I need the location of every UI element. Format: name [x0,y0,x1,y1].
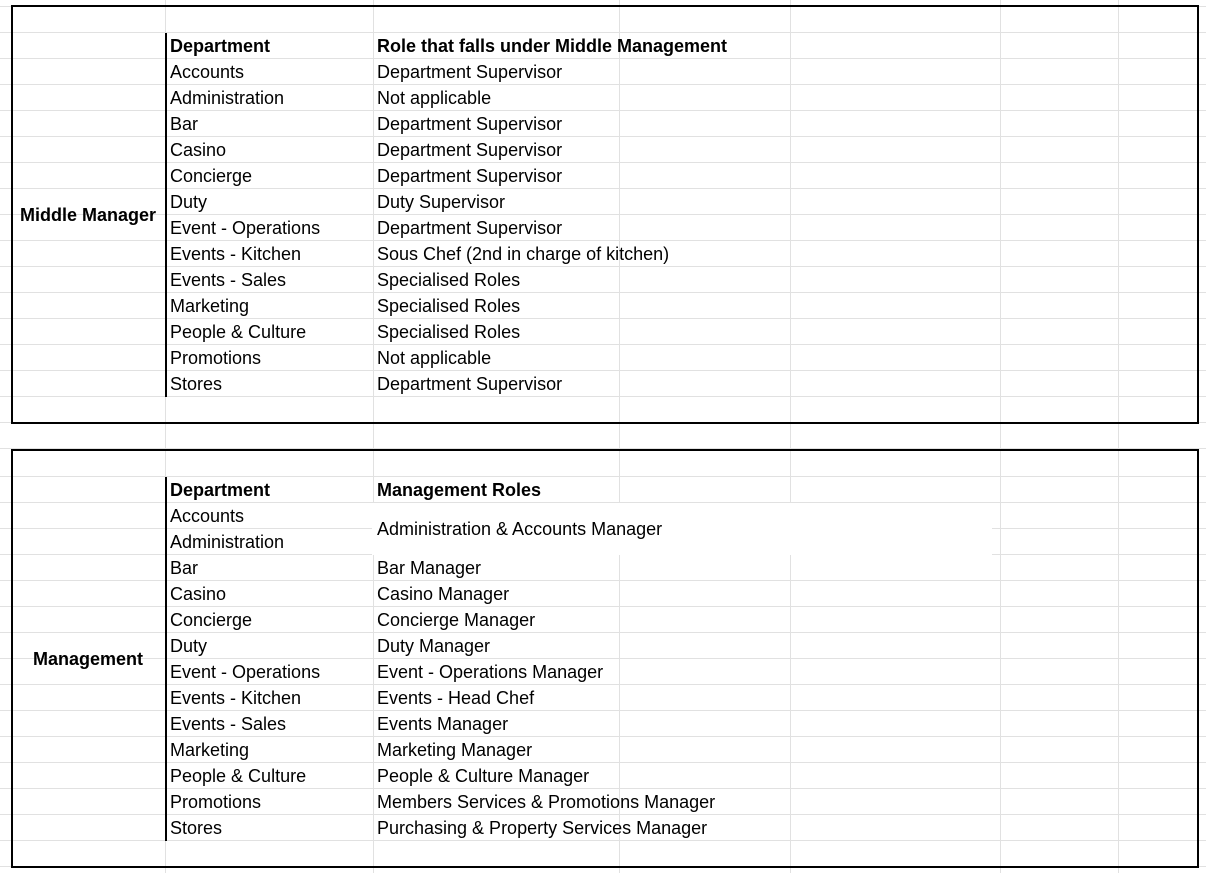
role-cell: Department Supervisor [377,218,563,238]
role-cell: Members Services & Promotions Manager [377,792,716,812]
table-row [165,137,1199,163]
role-cell: Events - Head Chef [377,688,535,708]
department-cell: Promotions [170,348,262,368]
role-cell: Specialised Roles [377,322,521,342]
role-cell: Department Supervisor [377,62,563,82]
table-row [165,85,1199,111]
table-row [165,555,1199,581]
department-header: Department [170,36,271,56]
role-cell: Event - Operations Manager [377,662,604,682]
role-cell: Marketing Manager [377,740,533,760]
department-cell: Stores [170,374,223,394]
table-row [165,293,1199,319]
department-cell: Casino [170,584,227,604]
department-cell: Marketing [170,740,250,760]
role-cell: Sous Chef (2nd in charge of kitchen) [377,244,670,264]
department-cell: People & Culture [170,322,307,342]
department-cell: Promotions [170,792,262,812]
management-table [165,477,1199,841]
table-row [165,789,1199,815]
table-row [165,241,1199,267]
role-cell: Specialised Roles [377,296,521,316]
table-row [165,371,1199,397]
department-cell: Accounts [170,62,245,82]
role-cell: Department Supervisor [377,140,563,160]
department-cell: Marketing [170,296,250,316]
department-cell: Administration [170,532,285,552]
table-row [165,633,1199,659]
merged-role-cell: Administration & Accounts Manager [377,503,668,555]
table-row [165,215,1199,241]
table-row [165,711,1199,737]
role-cell: Department Supervisor [377,114,563,134]
department-cell: Stores [170,818,223,838]
role-cell: Bar Manager [377,558,482,578]
role-cell: Not applicable [377,348,492,368]
role-cell: Concierge Manager [377,610,536,630]
table-row [165,345,1199,371]
role-cell: Duty Supervisor [377,192,506,212]
role-cell: Casino Manager [377,584,510,604]
table-header-row [165,33,1199,59]
table-row [165,581,1199,607]
role-cell: Events Manager [377,714,509,734]
role-cell: Purchasing & Property Services Manager [377,818,708,838]
table-row [165,815,1199,841]
role-cell: Department Supervisor [377,166,563,186]
department-cell: Bar [170,558,199,578]
table-row [165,659,1199,685]
table-row [165,267,1199,293]
department-cell: Bar [170,114,199,134]
department-cell: Event - Operations [170,218,321,238]
role-cell: Department Supervisor [377,374,563,394]
management-label: Management [32,649,144,669]
department-cell: People & Culture [170,766,307,786]
department-cell: Events - Sales [170,270,287,290]
table-row [165,503,1199,529]
role-cell: People & Culture Manager [377,766,590,786]
role-cell: Not applicable [377,88,492,108]
table-row [165,685,1199,711]
department-cell: Casino [170,140,227,160]
table-row [165,59,1199,85]
role-cell: Duty Manager [377,636,491,656]
department-cell: Accounts [170,506,245,526]
table-row [165,189,1199,215]
department-cell: Concierge [170,166,253,186]
department-cell: Concierge [170,610,253,630]
department-cell: Duty [170,636,208,656]
role-header: Role that falls under Middle Management [377,36,728,56]
table-row [165,319,1199,345]
table-row [165,607,1199,633]
table-row [165,529,1199,555]
department-cell: Duty [170,192,208,212]
role-header: Management Roles [377,480,542,500]
middle-manager-label: Middle Manager [19,205,157,225]
department-cell: Events - Kitchen [170,688,302,708]
department-cell: Events - Kitchen [170,244,302,264]
role-cell: Specialised Roles [377,270,521,290]
table-row [165,111,1199,137]
table-row [165,737,1199,763]
table-header-row [165,477,1199,503]
department-cell: Events - Sales [170,714,287,734]
department-cell: Administration [170,88,285,108]
table-row [165,763,1199,789]
table-row [165,163,1199,189]
middle-manager-table [165,33,1199,397]
department-cell: Event - Operations [170,662,321,682]
department-header: Department [170,480,271,500]
